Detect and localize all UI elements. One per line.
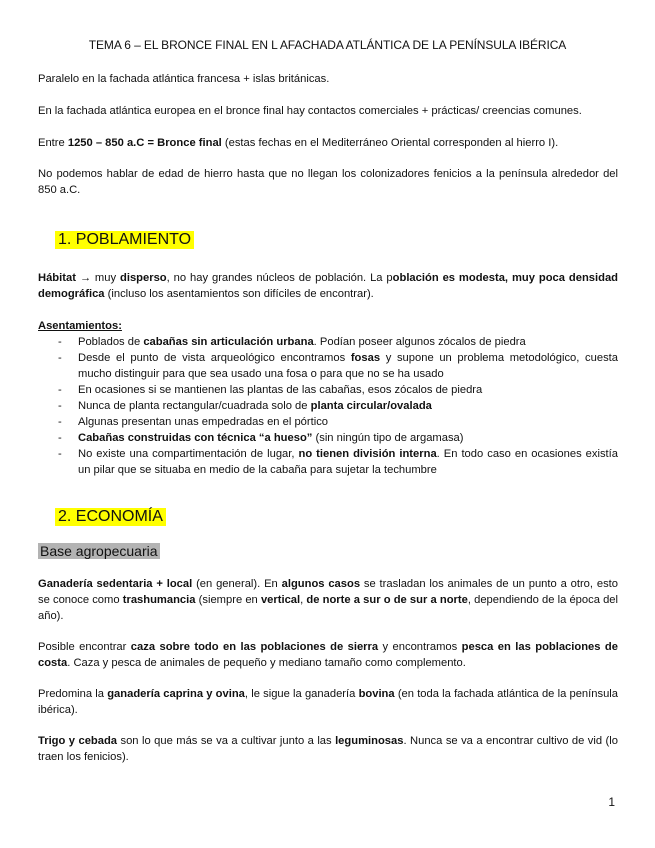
list-item: - Poblados de cabañas sin articulación urbana. Podían poseer algunos zócalos de piedra	[38, 334, 618, 350]
ganaderia-paragraph: Ganadería sedentaria + local (en general). En algunos casos se trasladan los animales de un punto a otro, esto se conoce como trashumancia (siempre en vertical, de norte a sur o de sur a norte, dependiendo de la época del año).	[38, 578, 619, 622]
intro-paragraph-3: Entre 1250 – 850 a.C = Bronce final (estas fechas en el Mediterráneo Oriental corresponden al hierro I).	[38, 137, 559, 149]
document-title: TEMA 6 – EL BRONCE FINAL EN L AFACHADA ATLÁNTICA DE LA PENÍNSULA IBÉRICA	[88, 38, 567, 52]
habitat-paragraph: Hábitat → muy disperso, no hay grandes núcleos de población. La población es modesta, muy poca densidad demográfica (incluso los asentamientos son difíciles de encontrar).	[38, 272, 619, 300]
list-item: - Cabañas construidas con técnica “a hueso” (sin ningún tipo de argamasa)	[38, 430, 618, 446]
list-item: - Nunca de planta rectangular/cuadrada solo de planta circular/ovalada	[38, 398, 618, 414]
cultivos-paragraph: Trigo y cebada son lo que más se va a cultivar junto a las leguminosas. Nunca se va a encontrar cultivo de vid (lo traen los fenicios).	[38, 735, 618, 763]
intro-paragraph-2: En la fachada atlántica europea en el bronce final hay contactos comerciales + prácticas/ creencias comunes.	[38, 105, 582, 117]
ganaderia-caprina-paragraph: Predomina la ganadería caprina y ovina, le sigue la ganadería bovina (en toda la fachada atlántica de la península ibérica).	[38, 688, 619, 716]
list-item: - Algunas presentan unas empedradas en el pórtico	[38, 414, 618, 430]
asentamientos-block	[38, 318, 618, 478]
list-item: - En ocasiones si se mantienen las plantas de las cabañas, esos zócalos de piedra	[38, 382, 618, 398]
section-heading-economia: 2. ECONOMÍA	[55, 506, 166, 528]
intro-paragraph-4: No podemos hablar de edad de hierro hasta que no llegan los colonizadores fenicios a la península alrededor del 850 a.C.	[38, 168, 618, 196]
intro-paragraph-1: Paralelo en la fachada atlántica francesa + islas británicas.	[38, 73, 330, 85]
asentamientos-label: Asentamientos:	[38, 320, 122, 332]
subheading-base-agropecuaria: Base agropecuaria	[40, 543, 158, 559]
page-number: 1	[608, 795, 615, 809]
bronce-final-dates: 1250 – 850 a.C = Bronce final	[67, 137, 222, 149]
list-item: - Desde el punto de vista arqueológico encontramos fosas y supone un problema metodológico, cuesta mucho distinguir para que sea usado una fosa o para que no se ha usado	[38, 350, 618, 382]
caza-pesca-paragraph: Posible encontrar caza sobre todo en las poblaciones de sierra y encontramos pesca en las poblaciones de costa. Caza y pesca de animales de pequeño y mediano tamaño como complemento.	[38, 641, 618, 669]
asentamientos-list	[38, 334, 618, 478]
section-heading-poblamiento: 1. POBLAMIENTO	[55, 229, 194, 251]
list-item: - No existe una compartimentación de lugar, no tienen división interna. En todo caso en ocasiones existía un pilar que se situaba en medio de la cabaña para sujetar la techumbre	[38, 446, 618, 478]
